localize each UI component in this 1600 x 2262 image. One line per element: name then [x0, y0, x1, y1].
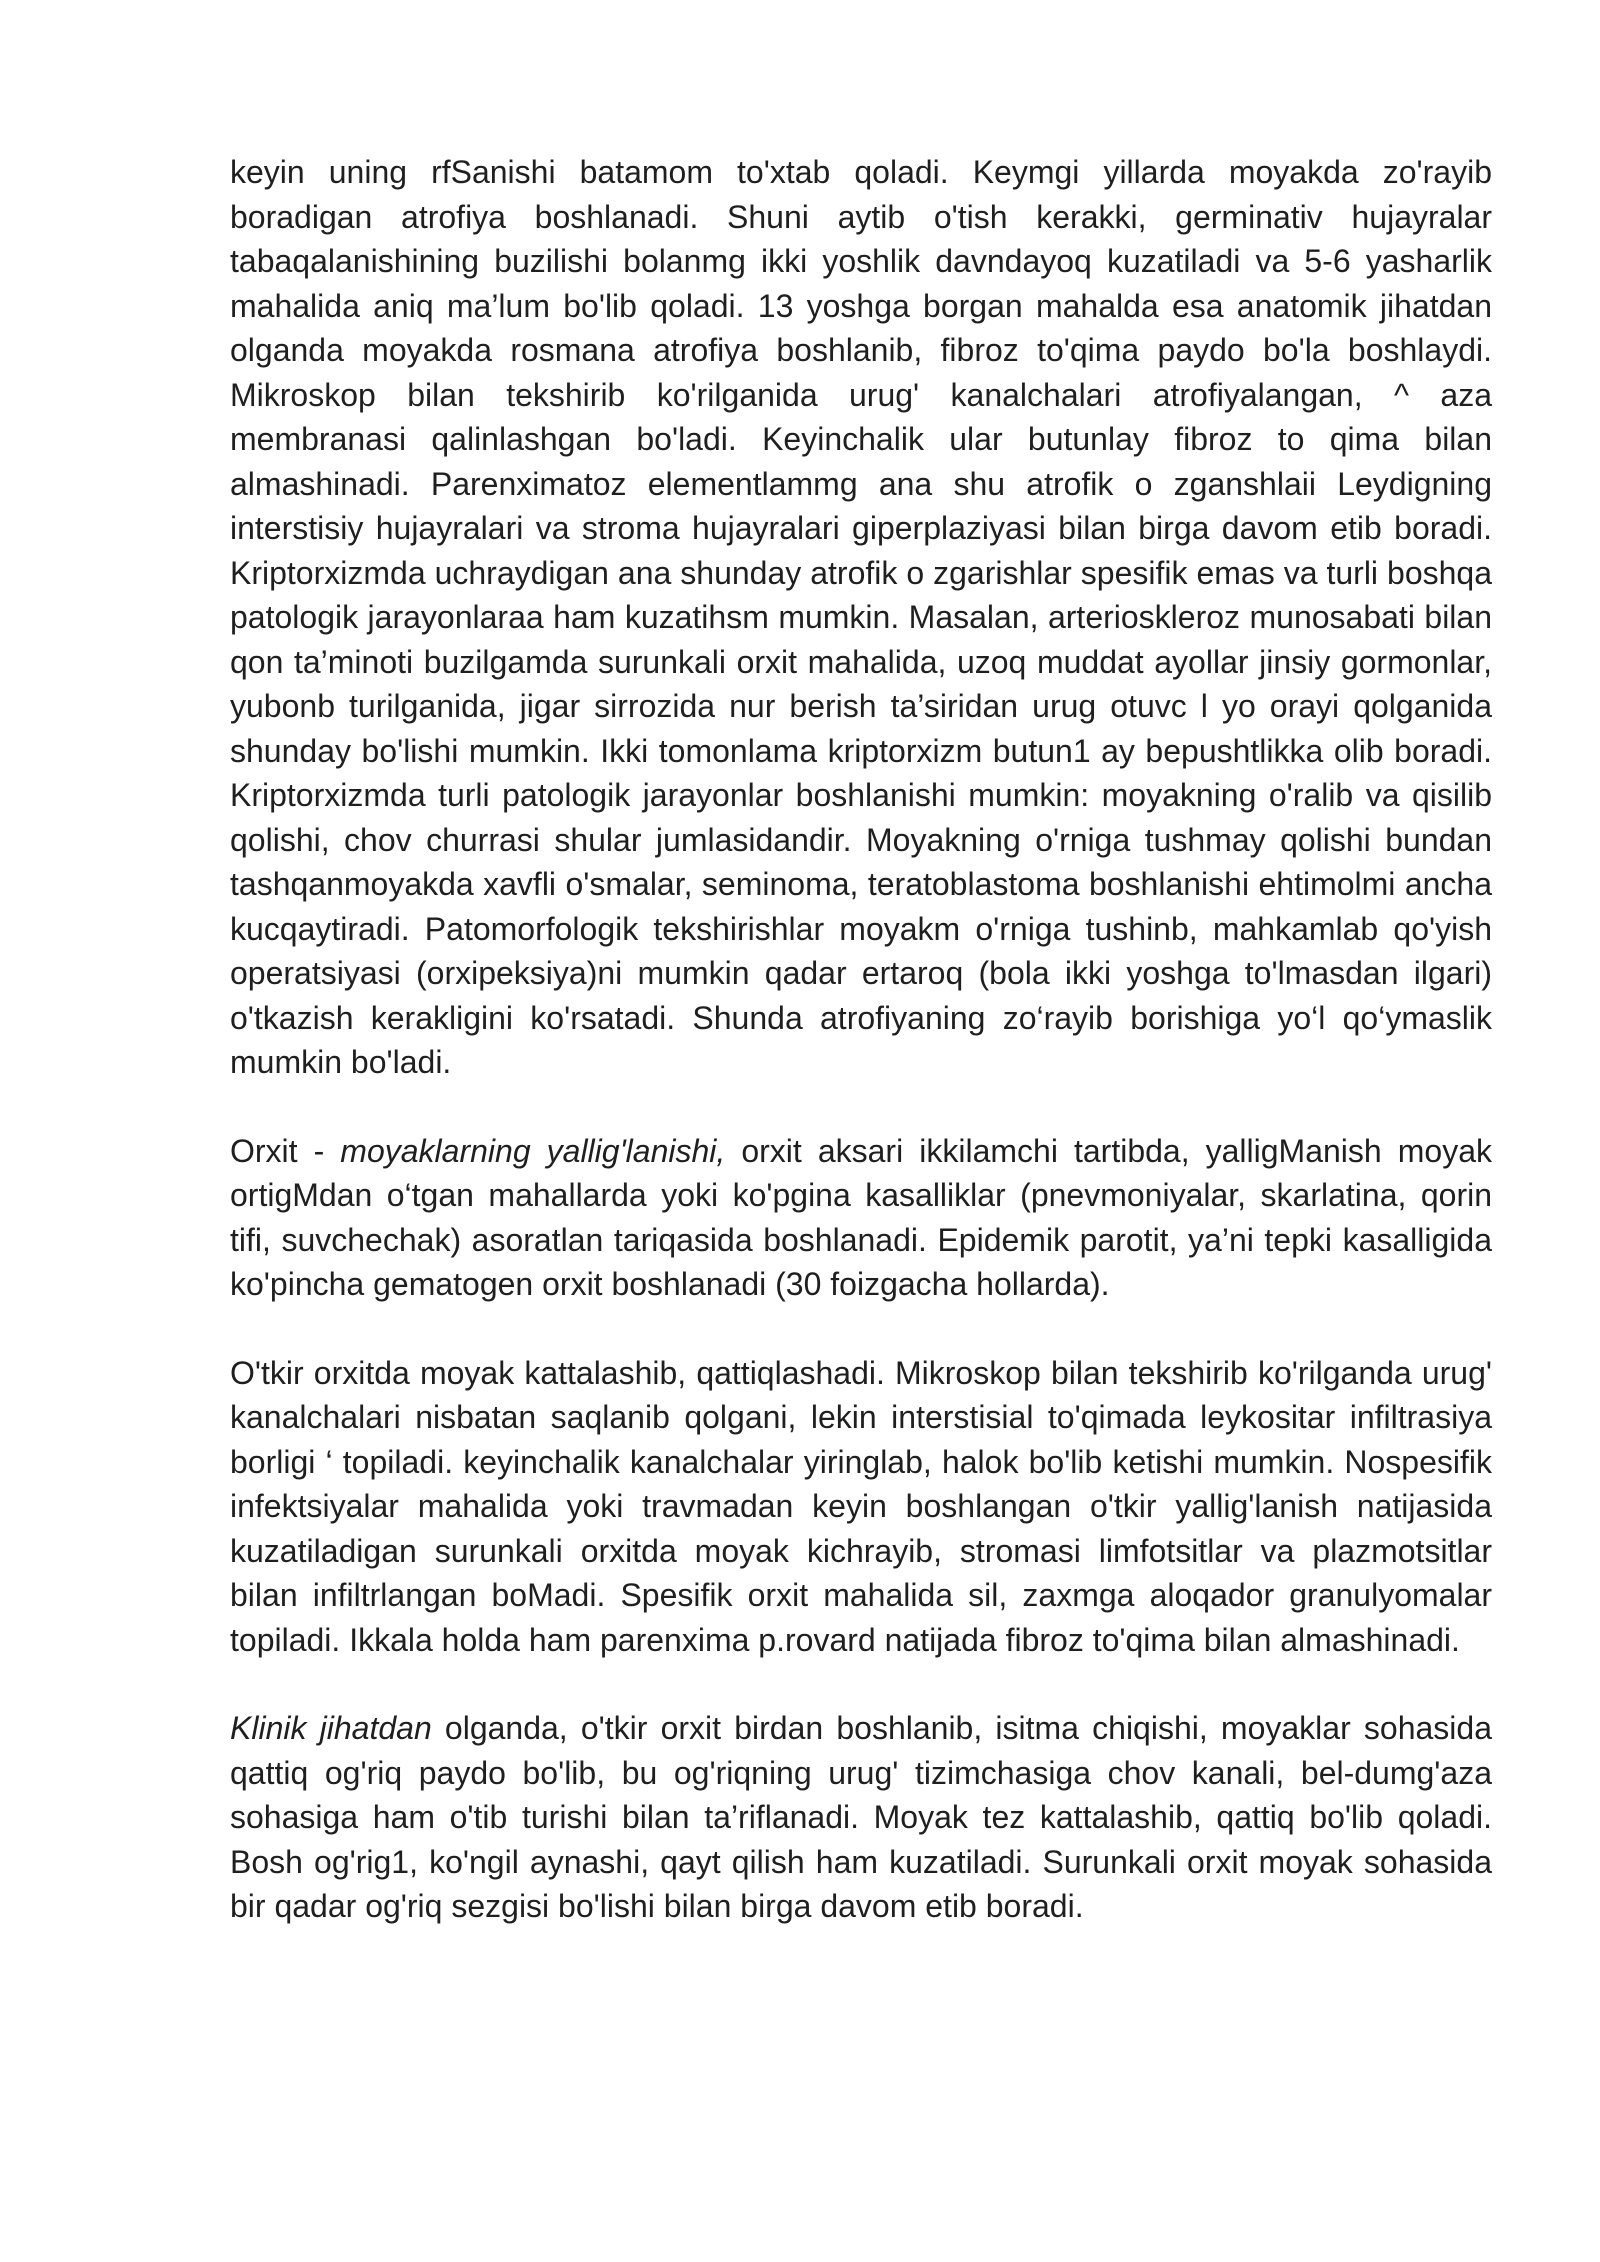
paragraph-orxit-definition [230, 1129, 1492, 1307]
paragraph-text: keyin uning rfSanishi batamom to'xtab qoladi. Keymgi yillarda moyakda zo'rayib boradigan atrofiya boshlanadi. Shuni aytib o'tish kerakki, germinativ hujayralar tabaqalanishining buzilishi bolanmg ikki yoshlik davndayoq kuzatiladi va 5-6 yasharlik mahalida aniq ma’lum bo'lib qoladi. 13 yoshga borgan mahalda esa anatomik jihatdan olganda moyakda rosmana atrofiya boshlanib, fibroz to'qima paydo bo'la boshlaydi. Mikroskop bilan tekshirib ko'rilganida urug' kanalchalari atrofiyalangan, ^ aza membranasi qalinlashgan bo'ladi. Keyinchalik ular butunlay fibroz to qima bilan almashinadi. Parenximatoz elementlammg ana shu atrofik o zganshlaii Leydigning interstisiy hujayralari va stroma hujayralari giperplaziyasi bilan birga davom etib boradi. Kriptorxizmda uchraydigan ana shunday atrofik o zgarishlar spesifik emas va turli boshqa patologik jarayonlaraa ham kuzatihsm mumkin. Masalan, arterioskleroz munosabati bilan qon ta’minoti buzilgamda surunkali orxit mahalida, uzoq muddat ayollar jinsiy gormonlar, yubonb turilganida, jigar sirrozida nur berish ta’siridan urug otuvc l yo orayi qolganida shunday bo'lishi mumkin. Ikki tomonlama kriptorxizm butun1 ay bepushtlikka olib boradi. Kriptorxizmda turli patologik jarayonlar boshlanishi mumkin: moyakning o'ralib va qisilib qolishi, chov churrasi shular jumlasidandir. Moyakning o'rniga tushmay qolishi bundan tashqanmoyakda xavfli o'smalar, seminoma, teratoblastoma boshlanishi ehtimolmi ancha kucqaytiradi. Patomorfologik tekshirishlar moyakm o'rniga tushinb, mahkamlab qo'yish operatsiyasi (orxipeksiya)ni mumkin qadar ertaroq (bola ikki yoshga to'lmasdan ilgari) o'tkazish kerakligini ko'rsatadi. Shunda atrofiyaning zo‘rayib borishiga yo‘l qo‘ymaslik mumkin bo'ladi. [230, 154, 1492, 1080]
paragraph-text: olganda, o'tkir orxit birdan boshlanib, isitma chiqishi, moyaklar sohasida qattiq og'riq paydo bo'lib, bu og'riqning urug' tizimchasiga chov kanali, bel-dumg'aza sohasiga ham o'tib turishi bilan ta’riflanadi. Moyak tez kattalashib, qattiq bo'lib qoladi. Bosh og'rig1, ko'ngil aynashi, qayt qilish ham kuzatiladi. Surunkali orxit moyak sohasida bir qadar og'riq sezgisi bo'lishi bilan birga davom etib boradi. [230, 1710, 1492, 1924]
paragraph-lead-italic: Klinik jihatdan [230, 1710, 432, 1746]
paragraph-lead: Orxit - [230, 1132, 341, 1169]
document-page [230, 150, 1492, 1929]
paragraph-text: orxit aksari ikkilamchi tartibda, yalligManish moyak ortigMdan o‘tgan mahallarda yoki ko'pgina kasalliklar (pnevmoniyalar, skarlatina, qorin tifi, suvchechak) asoratlan tariqasida boshlanadi. Epidemik parotit, ya’ni tepki kasalligida ko'pincha gematogen orxit boshlanadi (30 foizgacha hollarda). [230, 1132, 1493, 1302]
paragraph-text: O'tkir orxitda moyak kattalashib, qattiqlashadi. Mikroskop bilan tekshirib ko'rilganda urug' kanalchalari nisbatan saqlanib qolgani, lekin interstisial to'qimada leykositar infiltrasiya borligi ‘ topiladi. keyinchalik kanalchalar yiringlab, halok bo'lib ketishi mumkin. Nospesifik infektsiyalar mahalida yoki travmadan keyin boshlangan o'tkir yallig'lanish natijasida kuzatiladigan surunkali orxitda moyak kichrayib, stromasi limfotsitlar va plazmotsitlar bilan infiltrlangan boMadi. Spesifik orxit mahalida sil, zaxmga aloqador granulyomalar topiladi. Ikkala holda ham parenxima p.rovard natijada fibroz to'qima bilan almashinadi. [230, 1354, 1492, 1658]
paragraph-otkir-orxit [230, 1351, 1492, 1663]
paragraph-kriptorxizm-atrofiya [230, 150, 1492, 1085]
paragraph-klinik-jihatdan [230, 1706, 1492, 1929]
paragraph-lead-italic: moyaklarning yallig'lanishi, [340, 1132, 726, 1169]
